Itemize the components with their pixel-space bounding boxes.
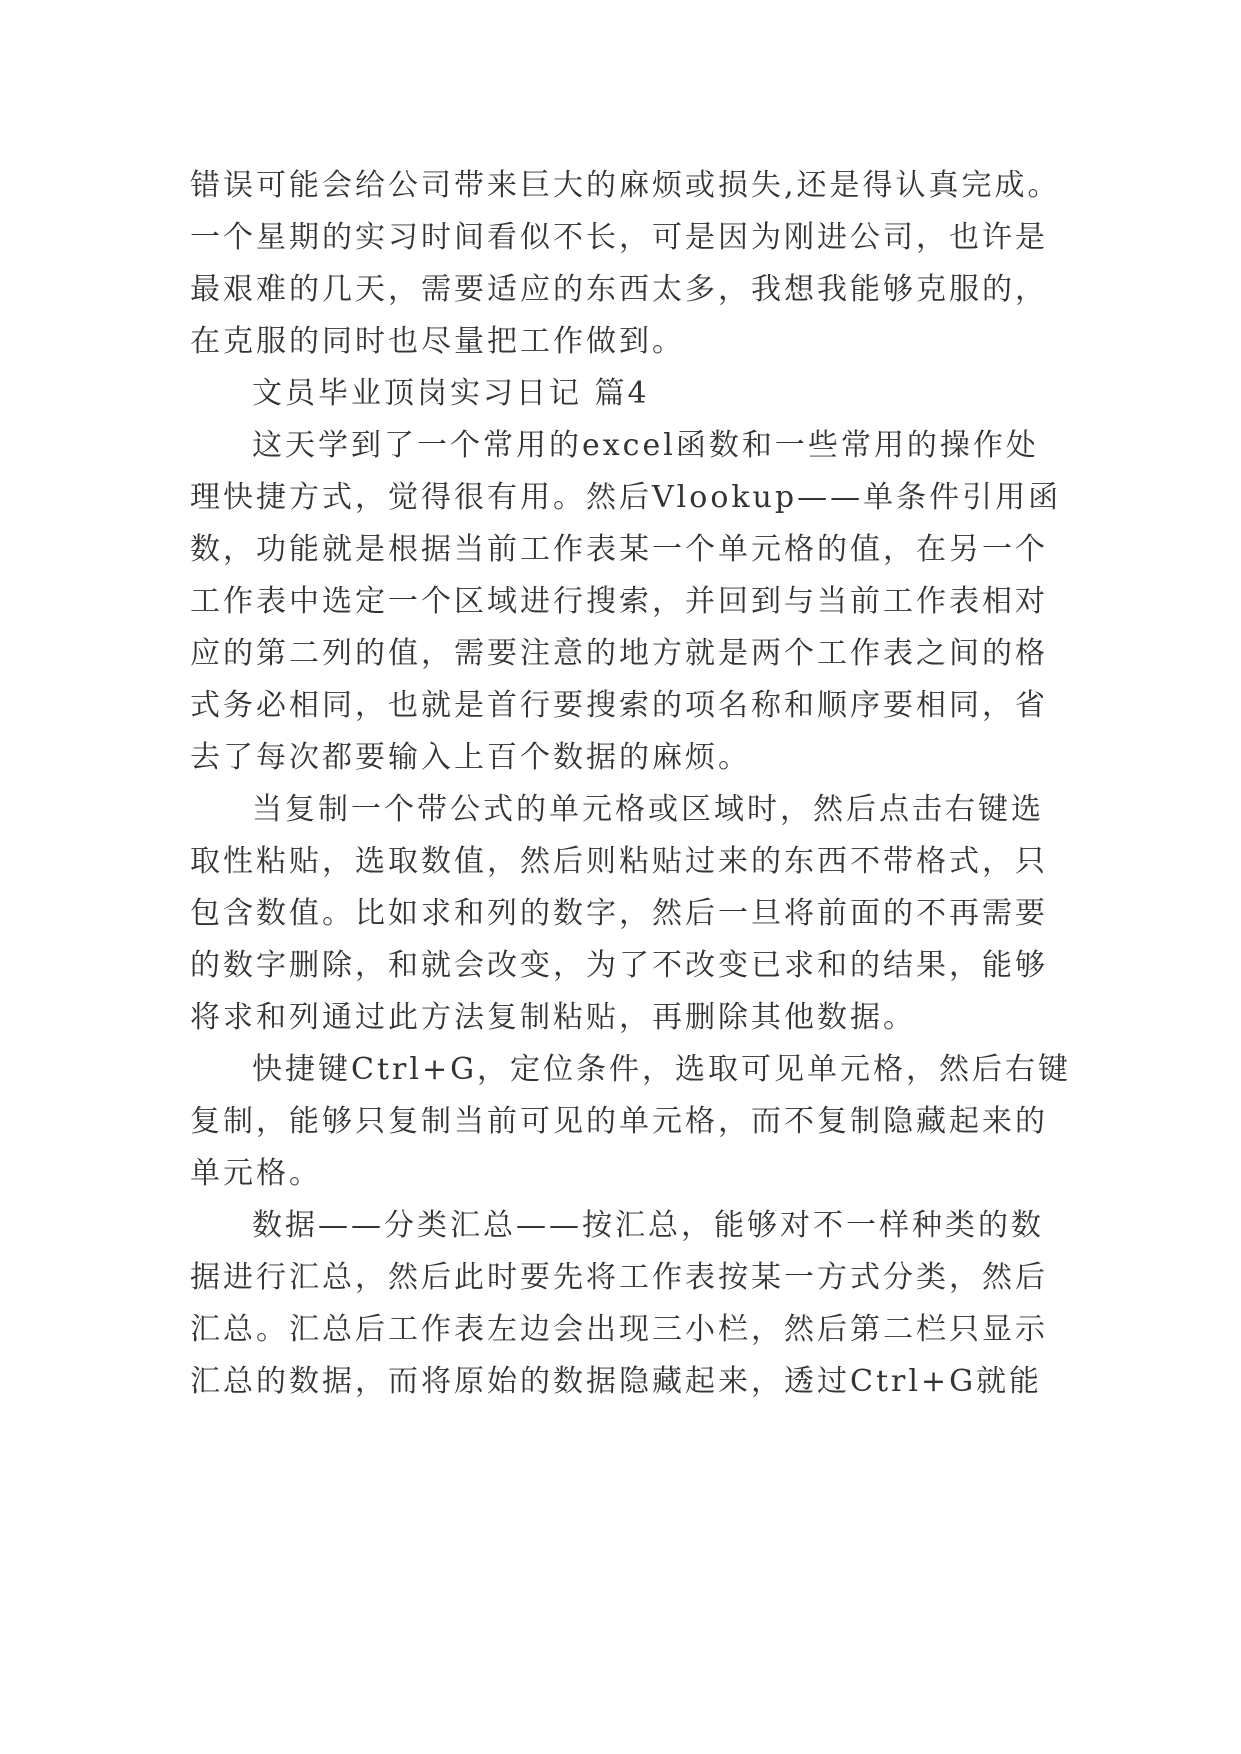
text-line: 这天学到了一个常用的excel函数和一些常用的操作处 <box>252 428 1039 463</box>
text-line: 单元格。 <box>190 1156 322 1191</box>
text-line: 最艰难的几天，需要适应的东西太多，我想我能够克服的， <box>190 272 1048 307</box>
text-line: 汇总的数据，而将原始的数据隐藏起来，透过Ctrl+G就能 <box>190 1364 1043 1399</box>
text-line: 式务必相同，也就是首行要搜索的项名称和顺序要相同，省 <box>190 688 1048 723</box>
text-line: 取性粘贴，选取数值，然后则粘贴过来的东西不带格式，只 <box>190 844 1048 879</box>
text-line: 在克服的同时也尽量把工作做到。 <box>190 324 685 359</box>
text-line: 错误可能会给公司带来巨大的麻烦或损失,还是得认真完成。 <box>190 168 1061 203</box>
text-line: 当复制一个带公式的单元格或区域时，然后点击右键选 <box>252 792 1044 827</box>
text-line: 包含数值。比如求和列的数字，然后一旦将前面的不再需要 <box>190 896 1048 931</box>
text-line: 去了每次都要输入上百个数据的麻烦。 <box>190 740 751 775</box>
text-line: 将求和列通过此方法复制粘贴，再删除其他数据。 <box>190 1000 916 1035</box>
text-line: 应的第二列的值，需要注意的地方就是两个工作表之间的格 <box>190 636 1048 671</box>
text-line: 工作表中选定一个区域进行搜索，并回到与当前工作表相对 <box>190 584 1048 619</box>
section-heading: 文员毕业顶岗实习日记 篇4 <box>252 376 650 411</box>
text-line: 复制，能够只复制当前可见的单元格，而不复制隐藏起来的 <box>190 1104 1048 1139</box>
text-line: 的数字删除，和就会改变，为了不改变已求和的结果，能够 <box>190 948 1048 983</box>
text-line: 快捷键Ctrl+G，定位条件，选取可见单元格，然后右键 <box>252 1052 1072 1087</box>
text-line: 一个星期的实习时间看似不长，可是因为刚进公司，也许是 <box>190 220 1048 255</box>
text-line: 汇总。汇总后工作表左边会出现三小栏，然后第二栏只显示 <box>190 1312 1048 1347</box>
text-line: 据进行汇总，然后此时要先将工作表按某一方式分类，然后 <box>190 1260 1048 1295</box>
text-line: 数，功能就是根据当前工作表某一个单元格的值，在另一个 <box>190 532 1048 567</box>
text-line: 理快捷方式，觉得很有用。然后Vlookup——单条件引用函 <box>190 480 1062 515</box>
text-line: 数据——分类汇总——按汇总，能够对不一样种类的数 <box>252 1208 1044 1243</box>
document-body <box>190 160 1090 1408</box>
